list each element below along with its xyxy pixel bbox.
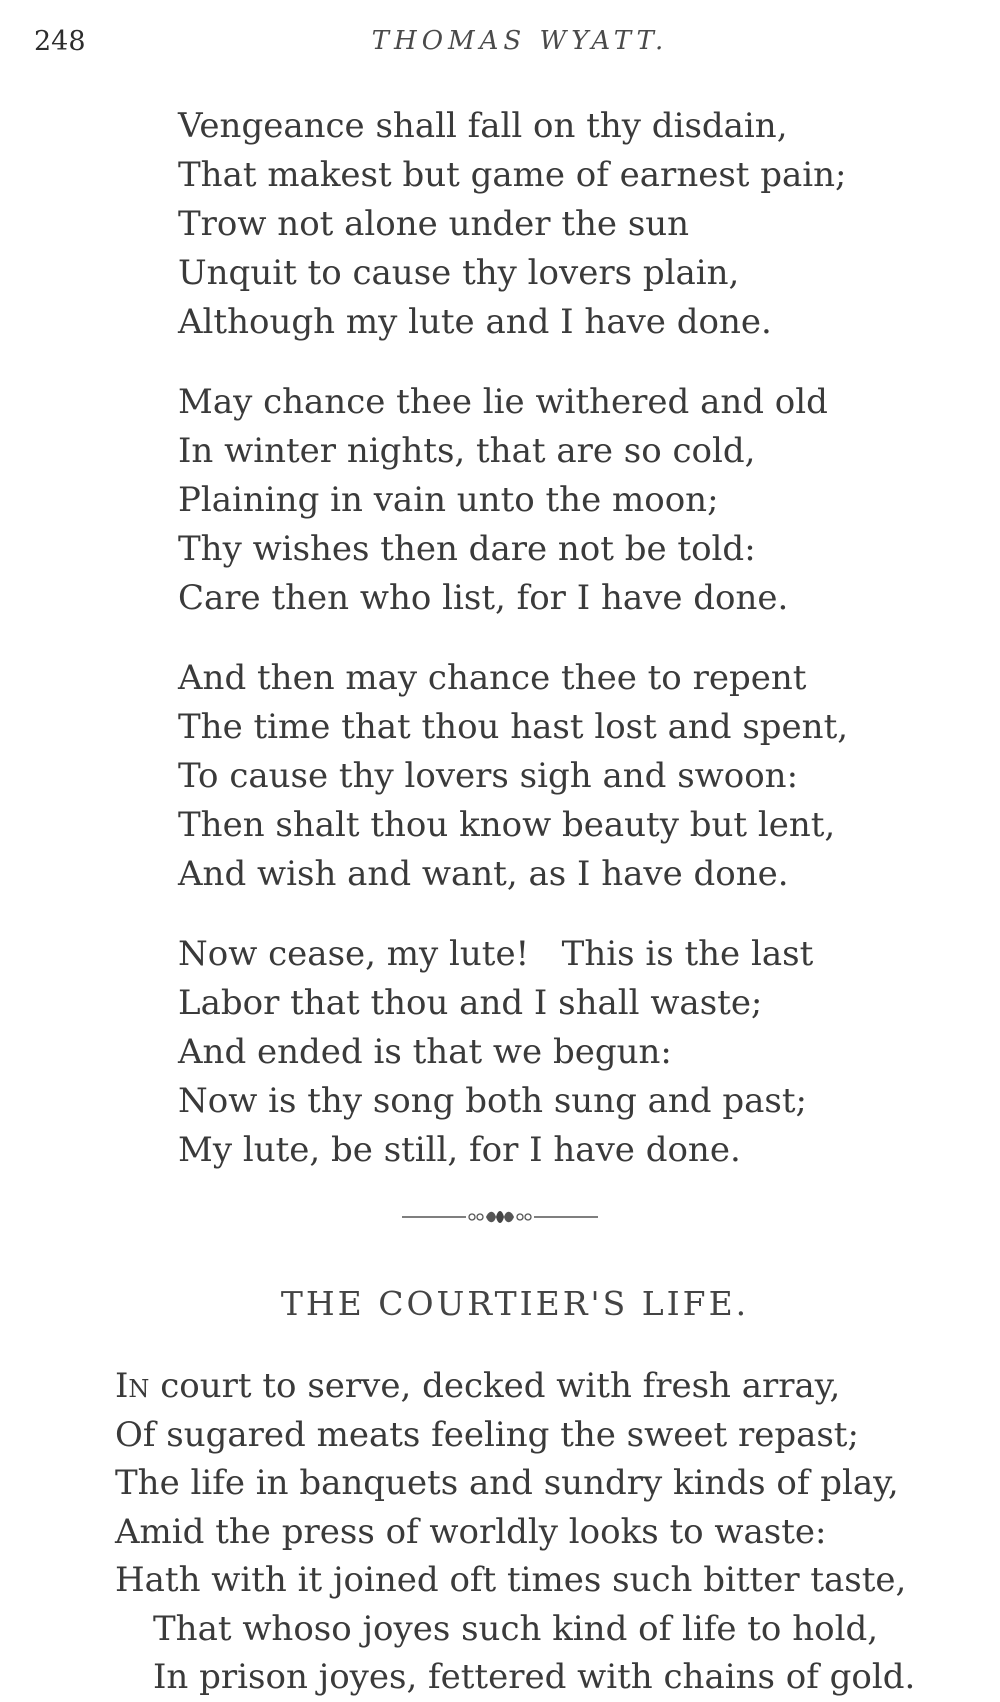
running-head: THOMAS WYATT. — [371, 26, 669, 56]
poem-line — [115, 1362, 915, 1411]
poem-line: That whoso joyes such kind of life to hold, — [153, 1608, 879, 1649]
poem-line: May chance thee lie withered and old — [178, 382, 828, 422]
poem-line: Now is thy song both sung and past; — [178, 1081, 807, 1121]
poem-line: To cause thy lovers sigh and swoon: — [178, 756, 799, 796]
poem-line: The time that thou hast lost and spent, — [178, 707, 849, 747]
first-line-text: court to serve, decked with fresh array, — [149, 1366, 841, 1406]
section-title: THE COURTIER'S LIFE. — [280, 1284, 750, 1323]
decorative-divider-icon — [0, 1207, 1000, 1227]
poem-line: That makest but game of earnest pain; — [178, 155, 847, 195]
courtiers-life-poem — [115, 1362, 915, 1702]
poem-stanzas — [178, 102, 848, 1206]
poem-line: Amid the press of worldly looks to waste: — [115, 1511, 827, 1552]
stanza — [178, 654, 848, 899]
poem-line: Vengeance shall fall on thy disdain, — [178, 106, 788, 146]
stanza — [178, 102, 848, 347]
poem-line: The life in banquets and sundry kinds of play, — [115, 1463, 899, 1503]
poem-line: Of sugared meats feeling the sweet repast; — [115, 1414, 859, 1455]
poem-line: Unquit to cause thy lovers plain, — [178, 253, 740, 293]
poem-line: And ended is that we begun: — [178, 1032, 672, 1072]
poem-line: Although my lute and I have done. — [178, 302, 772, 342]
poem-line: Thy wishes then dare not be told: — [178, 529, 756, 569]
poem-line: Then shalt thou know beauty but lent, — [178, 805, 836, 845]
poem-line: In prison joyes, fettered with chains of gold. — [153, 1657, 916, 1697]
poem-line: Care then who list, for I have done. — [178, 578, 789, 618]
poem-line: And wish and want, as I have done. — [178, 854, 789, 894]
stanza — [178, 378, 848, 623]
page-number: 248 — [34, 26, 86, 57]
stanza — [178, 930, 848, 1175]
poem-line: Labor that thou and I shall waste; — [178, 983, 763, 1023]
poem-line: Now cease, my lute! This is the last — [178, 934, 814, 974]
poem-line: Plaining in vain unto the moon; — [178, 480, 719, 520]
poem-line: In winter nights, that are so cold, — [178, 431, 756, 471]
poem-line: And then may chance thee to repent — [178, 658, 807, 698]
poem-line: Hath with it joined oft times such bitter taste, — [115, 1560, 907, 1600]
drop-word: In — [115, 1366, 150, 1406]
poem-line: Trow not alone under the sun — [178, 204, 690, 244]
poem-line: My lute, be still, for I have done. — [178, 1130, 741, 1170]
